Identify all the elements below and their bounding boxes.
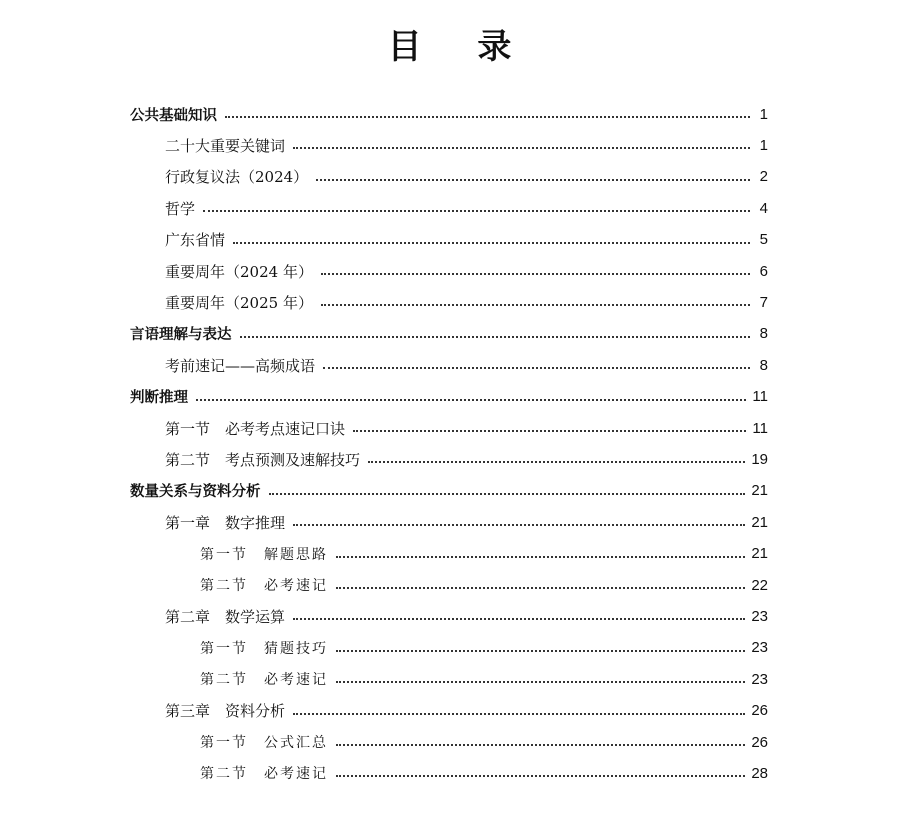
toc-entry-label: 广东省情: [165, 231, 226, 250]
dot-leader: [336, 775, 745, 777]
dot-leader: [233, 242, 750, 244]
toc-entry-label: 第二节 必考速记: [200, 766, 328, 783]
dot-leader: [316, 179, 750, 181]
toc-entry[interactable]: [200, 663, 768, 695]
toc-entry-label: 第三章 资料分析: [165, 702, 286, 721]
dot-leader: [293, 618, 745, 620]
toc-entry[interactable]: [165, 286, 768, 318]
toc-entry-page-number: 1: [759, 136, 768, 154]
toc-entry[interactable]: [165, 443, 768, 475]
toc-entry-page-number: 6: [759, 262, 768, 280]
toc-entry[interactable]: [130, 318, 768, 350]
toc-entry-label: 第一节 必考考点速记口诀: [165, 419, 346, 438]
dot-leader: [293, 524, 745, 526]
dot-leader: [336, 681, 745, 683]
toc-entry[interactable]: [130, 475, 768, 507]
toc-entry[interactable]: [165, 161, 768, 193]
dot-leader: [225, 116, 750, 118]
toc-entry[interactable]: [130, 381, 768, 413]
toc-entry-page-number: 19: [751, 450, 768, 468]
toc-entry-page-number: 8: [759, 325, 768, 343]
toc-entry-page-number: 23: [751, 670, 768, 688]
toc-entry-label: 重要周年（2024 年）: [165, 262, 313, 281]
toc-entry-label: 第一节 解题思路: [200, 546, 328, 563]
toc-entry-page-number: 26: [751, 702, 768, 720]
toc-entry-label: 行政复议法（2024）: [165, 168, 309, 187]
toc-entry-page-number: 1: [759, 105, 768, 123]
toc-entry-page-number: 5: [759, 231, 768, 249]
toc-entry-label: 第二章 数学运算: [165, 607, 286, 626]
toc-entry-page-number: 4: [759, 199, 768, 217]
toc-entry[interactable]: [165, 192, 768, 224]
dot-leader: [336, 587, 745, 589]
toc-entry-label: 第二节 必考速记: [200, 578, 328, 594]
toc-entry-page-number: 8: [759, 356, 768, 374]
toc-entry-page-number: 2: [759, 168, 768, 186]
toc-entry-label: 考前速记——高频成语: [165, 356, 316, 375]
toc-entry[interactable]: [200, 569, 768, 601]
toc-entry[interactable]: [200, 726, 768, 758]
toc-entry[interactable]: [165, 600, 768, 632]
toc-entry[interactable]: [200, 538, 768, 570]
toc-entry-label: 判断推理: [130, 390, 188, 407]
page-title: 目 录: [387, 27, 534, 67]
toc-entry-page-number: 26: [751, 733, 768, 751]
toc-entry[interactable]: [165, 695, 768, 727]
toc-entry[interactable]: [165, 129, 768, 161]
dot-leader: [293, 147, 750, 149]
toc-entry-label: 第二节 考点预测及速解技巧: [165, 450, 361, 469]
toc-entry[interactable]: [165, 255, 768, 287]
toc-entry-label: 哲学: [165, 199, 196, 218]
toc-entry-page-number: 23: [751, 639, 768, 657]
toc-entry-label: 重要周年（2025 年）: [165, 293, 313, 312]
dot-leader: [269, 493, 746, 495]
dot-leader: [321, 273, 750, 275]
toc-entry[interactable]: [130, 98, 768, 130]
toc-entry-label: 公共基础知识: [130, 107, 217, 124]
toc-entry-page-number: 21: [751, 545, 768, 563]
dot-leader: [321, 304, 750, 306]
toc-entry-page-number: 11: [752, 419, 768, 437]
dot-leader: [196, 399, 746, 401]
toc-entry-label: 第二节 必考速记: [200, 672, 328, 689]
dot-leader: [336, 744, 745, 746]
toc-entry[interactable]: [165, 224, 768, 256]
toc-entry-label: 二十大重要关键词: [165, 136, 286, 155]
toc-entry[interactable]: [165, 349, 768, 381]
toc-entry-page-number: 7: [759, 293, 768, 311]
toc-entry-label: 言语理解与表达: [130, 327, 232, 344]
dot-leader: [336, 650, 745, 652]
dot-leader: [240, 336, 751, 338]
toc-entry-label: 第一节 猜题技巧: [200, 640, 328, 657]
toc-entry-page-number: 21: [751, 513, 768, 531]
toc-entry-label: 第一节 公式汇总: [200, 735, 328, 751]
toc-entry[interactable]: [200, 632, 768, 664]
dot-leader: [368, 461, 745, 463]
toc-entry-page-number: 11: [752, 388, 768, 406]
toc-entry[interactable]: [165, 506, 768, 538]
toc-entry-page-number: 22: [751, 576, 768, 594]
toc-entry[interactable]: [165, 412, 768, 444]
toc-entry[interactable]: [200, 757, 768, 789]
toc-entry-page-number: 23: [751, 607, 768, 625]
toc-entry-page-number: 28: [751, 764, 768, 782]
toc-entry-label: 数量关系与资料分析: [130, 484, 261, 501]
dot-leader: [323, 367, 750, 369]
dot-leader: [336, 556, 745, 558]
dot-leader: [203, 210, 750, 212]
toc-entry-page-number: 21: [751, 482, 768, 500]
dot-leader: [293, 713, 745, 715]
dot-leader: [353, 430, 746, 432]
toc-entry-label: 第一章 数字推理: [165, 513, 286, 532]
